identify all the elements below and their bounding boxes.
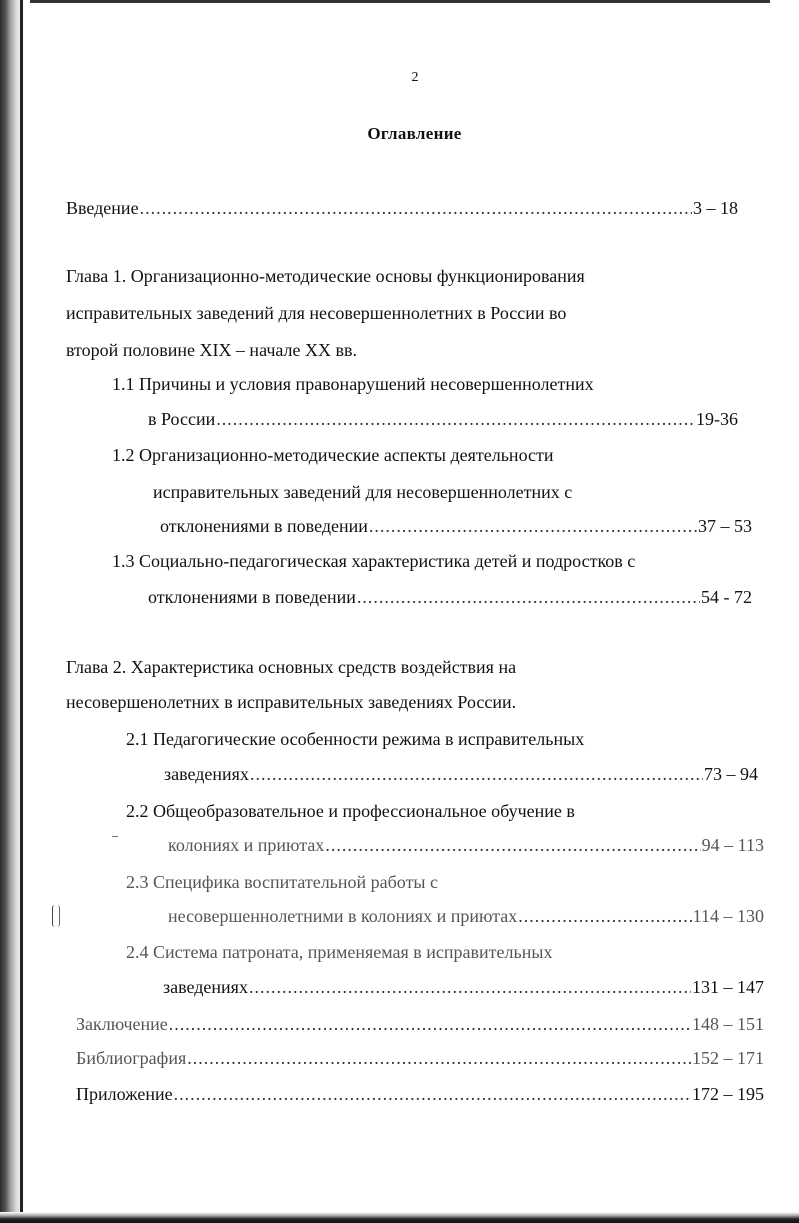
toc-pages: 19-36 (696, 409, 738, 429)
section-1-2-title: 1.2 Организационно-методические аспекты деятельности (112, 445, 554, 465)
leader-dots (174, 1082, 691, 1106)
toc-pages: 131 – 147 (692, 977, 764, 997)
chapter-2-heading-line-2: несовершенолетних в исправительных заведениях России. (66, 692, 517, 712)
scan-margin-mark (52, 905, 60, 927)
toc-entry-2-3[interactable] (168, 904, 764, 928)
leader-dots (140, 196, 692, 220)
section-1-2-title-line-2: исправительных заведений для несовершеннолетних с (153, 482, 573, 502)
section-1-1-title: 1.1 Причины и условия правонарушений несовершеннолетних (112, 374, 594, 394)
toc-label: Введение (66, 198, 139, 218)
scan-margin-dash (112, 836, 118, 837)
toc-entry-2-1[interactable] (164, 762, 758, 786)
page-number: 2 (411, 70, 419, 85)
toc-pages: 37 – 53 (698, 516, 752, 536)
chapter-1-heading-line-1: Глава 1. Организационно-методические основы функционирования (66, 266, 585, 286)
toc-entry-intro[interactable] (66, 196, 738, 220)
toc-label: отклонениями в поведении (160, 516, 368, 536)
leader-dots (216, 407, 695, 431)
toc-entry-1-2[interactable] (160, 514, 752, 538)
toc-label: Приложение (76, 1084, 173, 1104)
toc-entry-bibliography[interactable] (76, 1046, 764, 1070)
section-2-2-title: 2.2 Общеобразовательное и профессиональное обучение в (126, 801, 575, 821)
toc-entry-2-4[interactable] (163, 975, 764, 999)
scan-top-edge (30, 0, 770, 3)
leader-dots (518, 904, 691, 928)
leader-dots (187, 1046, 691, 1070)
chapter-1-heading-line-2: исправительных заведений для несовершеннолетних в России во (66, 303, 567, 323)
toc-pages: 172 – 195 (692, 1084, 764, 1104)
toc-pages: 114 – 130 (692, 906, 764, 926)
toc-pages: 73 – 94 (704, 764, 758, 784)
chapter-1-heading-line-3: второй половине XIX – начале XX вв. (66, 340, 358, 360)
toc-label: заведениях (164, 764, 249, 784)
page-title: Оглавление (367, 124, 462, 143)
toc-label: колониях и приютах (168, 835, 325, 855)
toc-pages: 148 – 151 (692, 1014, 764, 1034)
section-2-4-title: 2.4 Система патроната, применяемая в исправительных (126, 942, 553, 962)
toc-pages: 54 - 72 (701, 587, 752, 607)
toc-entry-2-2[interactable] (168, 833, 764, 857)
toc-label: несовершеннолетними в колониях и приютах (168, 906, 518, 926)
toc-pages: 94 – 113 (701, 835, 764, 855)
chapter-2-heading-line-1: Глава 2. Характеристика основных средств воздействия на (66, 657, 517, 677)
leader-dots (169, 1012, 691, 1036)
section-2-1-title: 2.1 Педагогические особенности режима в исправительных (126, 729, 585, 749)
toc-label: заведениях (163, 977, 248, 997)
scan-bottom-edge (0, 1212, 799, 1223)
toc-pages: 152 – 171 (692, 1048, 764, 1068)
toc-entry-1-3[interactable] (148, 585, 752, 609)
section-1-3-title: 1.3 Социально-педагогическая характеристика детей и подростков с (112, 551, 636, 571)
toc-label: в России (148, 409, 216, 429)
toc-pages: 3 – 18 (693, 198, 738, 218)
toc-label: Заключение (76, 1014, 168, 1034)
toc-entry-appendix[interactable] (76, 1082, 764, 1106)
toc-entry-conclusion[interactable] (76, 1012, 764, 1036)
leader-dots (325, 833, 700, 857)
toc-label: отклонениями в поведении (148, 587, 356, 607)
toc-entry-1-1[interactable] (148, 407, 738, 431)
scan-left-line (20, 0, 23, 1223)
toc-label: Библиография (76, 1048, 187, 1068)
section-2-3-title: 2.3 Специфика воспитательной работы с (126, 872, 439, 892)
leader-dots (357, 585, 700, 609)
leader-dots (249, 975, 691, 999)
leader-dots (369, 514, 697, 538)
leader-dots (250, 762, 703, 786)
